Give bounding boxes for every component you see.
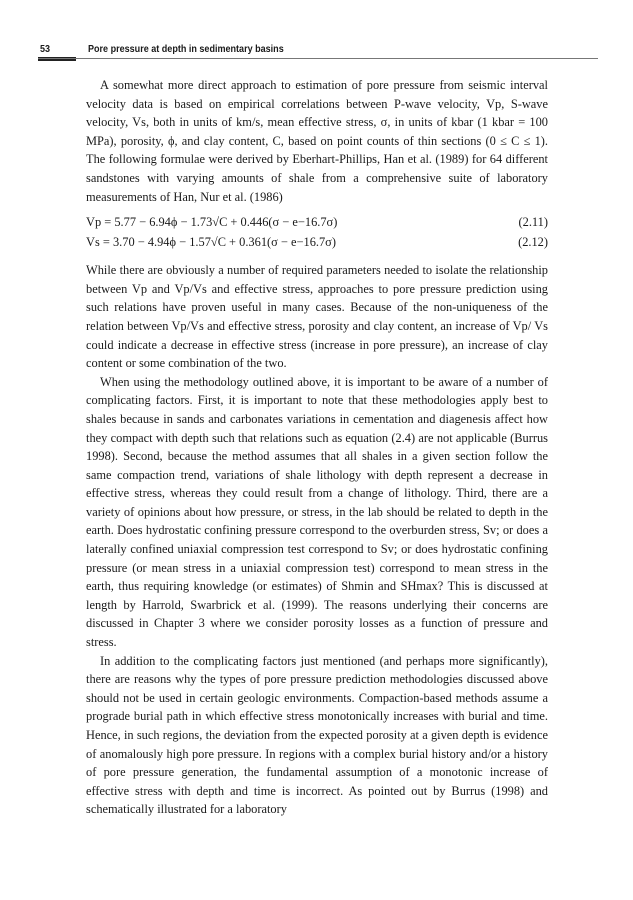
paragraph: When using the methodology outlined above, it is important to be aware of a number of complicating factors. First, it is important to note that these methodologies apply best to shales because in sands and carbonates variations in cementation and diagenesis affect how they compact with depth such that relations such as equation (2.4) are not applicable (Burrus 1998). Second, because the method assumes that all shales in a given section follow the same compaction trend, variations of shale lithology with depth represent a decrease in effective stress, whereas they could result from a change of lithology. Third, there are a variety of opinions about how pressure, or stress, in the lab should be related to depth in the earth. Does hydrostatic confining pressure correspond to the overburden stress, Sv; or does a laterally confined uniaxial compression test correspond to Sv; or does hydrostatic confining pressure (or mean stress in a uniaxial compression test) correspond to mean stress in the earth, thus requiring knowledge (or estimates) of Shmin and SHmax? This is discussed at length by Harrold, Swarbrick et al. (1999). The reasons underlying their concerns are discussed in Chapter 3 where we consider porosity losses as a function of pressure and stress. [86,374,548,650]
paragraph: A somewhat more direct approach to estimation of pore pressure from seismic interval velocity data is based on empirical correlations between P-wave velocity, Vp, S-wave velocity, Vs, both in units of km/s, mean effective stress, σ, in units of kbar (1 kbar = 100 MPa), porosity, ϕ, and clay content, C, based on point counts of thin sections (0 ≤ C ≤ 1). The following formulae were derived by Eberhart-Phillips, Han et al. (1989) for 64 different sandstones with varying amounts of shale from a comprehensive suite of laboratory measurements of Han, Nur et al. (1986) [86,78,548,204]
header-rule [38,58,598,59]
equation [86,233,548,253]
equation-number: (2.12) [518,234,548,249]
equation [86,213,548,233]
page-header [38,40,598,64]
running-title: Pore pressure at depth in sedimentary basins [88,43,284,55]
equation-text: Vs = 3.70 − 4.94ϕ − 1.57√C + 0.361(σ − e−16.7σ) [86,234,336,249]
body-text [86,76,548,819]
paragraph: While there are obviously a number of required parameters needed to isolate the relationship between Vp and Vp/Vs and effective stress, approaches to pore pressure prediction using such relations have proven useful in many cases. Because of the non-uniqueness of the relation between Vp/Vs and effective stress, porosity and clay content, an increase of Vp/ Vs could indicate a decrease in effective stress (increase in pore pressure), an increase of clay content or some combination of the two. [86,263,548,371]
equation-text: Vp = 5.77 − 6.94ϕ − 1.73√C + 0.446(σ − e−16.7σ) [86,215,338,230]
equation-block [86,213,548,252]
paragraph: In addition to the complicating factors just mentioned (and perhaps more significantly), there are reasons why the types of pore pressure prediction methodologies discussed above should not be used in certain geologic environments. Compaction-based methods assume a prograde burial path in which effective stress monotonically increases with burial and time. Hence, in such regions, the deviation from the expected porosity at a given depth is evidence of anomalously high pore pressure. In regions with a complex burial history and/or a history of pore pressure generation, the fundamental assumption of a monotonic increase of effective stress with depth and time is incorrect. As pointed out by Burrus (1998) and schematically illustrated for a laboratory [86,653,548,817]
page-number: 53 [40,43,51,55]
equation-number: (2.11) [518,215,548,230]
